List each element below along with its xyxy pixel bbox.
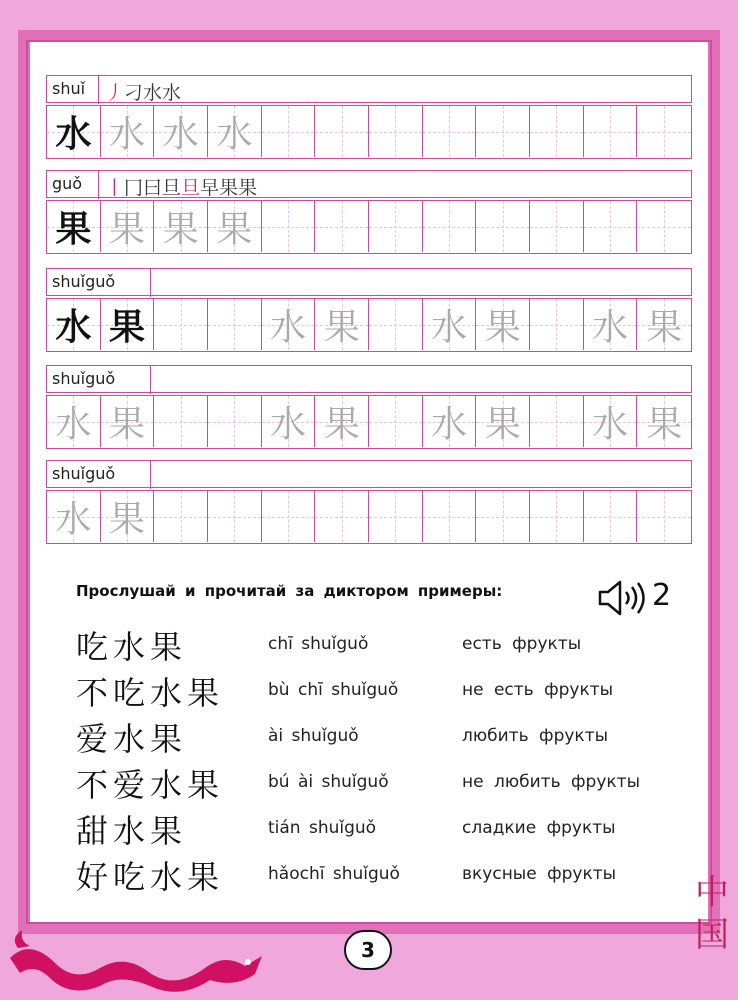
example-translation: любить фрукты	[462, 726, 609, 746]
grid-cell	[423, 201, 477, 252]
grid-cell	[530, 299, 584, 350]
grid-cell	[530, 396, 584, 447]
example-row	[76, 806, 676, 850]
grid-cell: 果	[315, 299, 369, 350]
grid-cell: 水	[154, 106, 208, 157]
grid-cell	[262, 106, 316, 157]
grid-cell	[530, 201, 584, 252]
grid-cell: 水	[47, 299, 101, 350]
example-pinyin: ài shuǐguǒ	[268, 726, 359, 746]
grid-cell: 水	[584, 396, 638, 447]
grid-cell: 水	[262, 299, 316, 350]
side-decoration-text: 中 国	[695, 873, 729, 955]
grid-cell: 果	[154, 201, 208, 252]
grid-cell	[476, 491, 530, 542]
example-translation: вкусные фрукты	[462, 864, 617, 884]
writing-grid	[46, 200, 692, 254]
pinyin-strip	[46, 460, 692, 488]
grid-cell	[637, 201, 691, 252]
example-row	[76, 668, 676, 712]
example-pinyin: tián shuǐguǒ	[268, 818, 377, 838]
grid-cell: 果	[476, 396, 530, 447]
writing-grid	[46, 395, 692, 449]
example-row	[76, 760, 676, 804]
pinyin-strip	[46, 75, 692, 103]
grid-cell: 果	[208, 201, 262, 252]
grid-cell: 水	[47, 396, 101, 447]
grid-cell	[584, 201, 638, 252]
pinyin-strip	[46, 170, 692, 198]
example-pinyin: bù chī shuǐguǒ	[268, 680, 399, 700]
grid-cell: 水	[47, 106, 101, 157]
grid-cell: 水	[423, 396, 477, 447]
grid-cell: 果	[101, 201, 155, 252]
grid-cell	[208, 299, 262, 350]
grid-cell	[423, 106, 477, 157]
grid-cell	[262, 491, 316, 542]
grid-cell: 果	[101, 299, 155, 350]
grid-cell: 果	[101, 491, 155, 542]
pinyin-label: shuǐguǒ	[47, 461, 151, 489]
grid-cell	[369, 201, 423, 252]
grid-cell	[584, 106, 638, 157]
grid-cell	[476, 201, 530, 252]
example-chinese: 不爱水果	[76, 766, 225, 804]
grid-cell	[530, 106, 584, 157]
grid-cell	[369, 106, 423, 157]
grid-cell: 果	[47, 201, 101, 252]
example-translation: есть фрукты	[462, 634, 582, 654]
example-chinese: 爱水果	[76, 720, 188, 758]
grid-cell	[315, 106, 369, 157]
stroke-order: 丨冂曰旦旦早果果	[105, 177, 258, 199]
example-chinese: 不吃水果	[76, 674, 225, 712]
dragon-illustration	[0, 918, 280, 1000]
writing-grid	[46, 298, 692, 352]
grid-cell	[154, 491, 208, 542]
grid-cell: 果	[101, 396, 155, 447]
pinyin-strip	[46, 268, 692, 296]
grid-cell: 水	[584, 299, 638, 350]
example-translation: не любить фрукты	[462, 772, 640, 792]
grid-cell	[476, 106, 530, 157]
example-chinese: 好吃水果	[76, 858, 225, 896]
pinyin-label: shuǐ	[47, 76, 99, 104]
grid-cell: 果	[637, 396, 691, 447]
writing-grid	[46, 490, 692, 544]
pinyin-label: shuǐguǒ	[47, 366, 151, 394]
page-number: 3	[344, 930, 392, 970]
pinyin-label: shuǐguǒ	[47, 269, 151, 297]
grid-cell: 果	[637, 299, 691, 350]
grid-cell	[584, 491, 638, 542]
audio-track-number: 2	[652, 578, 672, 613]
listen-heading: Прослушай и прочитай за диктором примеры:	[76, 582, 503, 600]
grid-cell: 果	[476, 299, 530, 350]
grid-cell	[262, 201, 316, 252]
writing-grid	[46, 105, 692, 159]
grid-cell	[154, 299, 208, 350]
example-row	[76, 852, 676, 896]
grid-cell: 水	[101, 106, 155, 157]
stroke-order: 丿刁水水	[105, 82, 182, 104]
grid-cell	[369, 491, 423, 542]
example-translation: сладкие фрукты	[462, 818, 616, 838]
grid-cell: 水	[262, 396, 316, 447]
grid-cell	[637, 106, 691, 157]
grid-cell: 水	[208, 106, 262, 157]
example-row	[76, 622, 676, 666]
grid-cell: 水	[47, 491, 101, 542]
example-pinyin: chī shuǐguǒ	[268, 634, 369, 654]
example-chinese: 吃水果	[76, 628, 188, 666]
grid-cell: 果	[315, 396, 369, 447]
grid-cell	[637, 491, 691, 542]
grid-cell	[315, 201, 369, 252]
grid-cell	[369, 299, 423, 350]
grid-cell	[315, 491, 369, 542]
grid-cell	[208, 491, 262, 542]
grid-cell	[208, 396, 262, 447]
example-translation: не есть фрукты	[462, 680, 614, 700]
grid-cell	[154, 396, 208, 447]
pinyin-strip	[46, 365, 692, 393]
example-row	[76, 714, 676, 758]
example-pinyin: bú ài shuǐguǒ	[268, 772, 389, 792]
example-chinese: 甜水果	[76, 812, 188, 850]
pinyin-label: guǒ	[47, 171, 99, 199]
grid-cell	[530, 491, 584, 542]
grid-cell	[423, 491, 477, 542]
example-pinyin: hǎochī shuǐguǒ	[268, 864, 400, 884]
grid-cell: 水	[423, 299, 477, 350]
grid-cell	[369, 396, 423, 447]
